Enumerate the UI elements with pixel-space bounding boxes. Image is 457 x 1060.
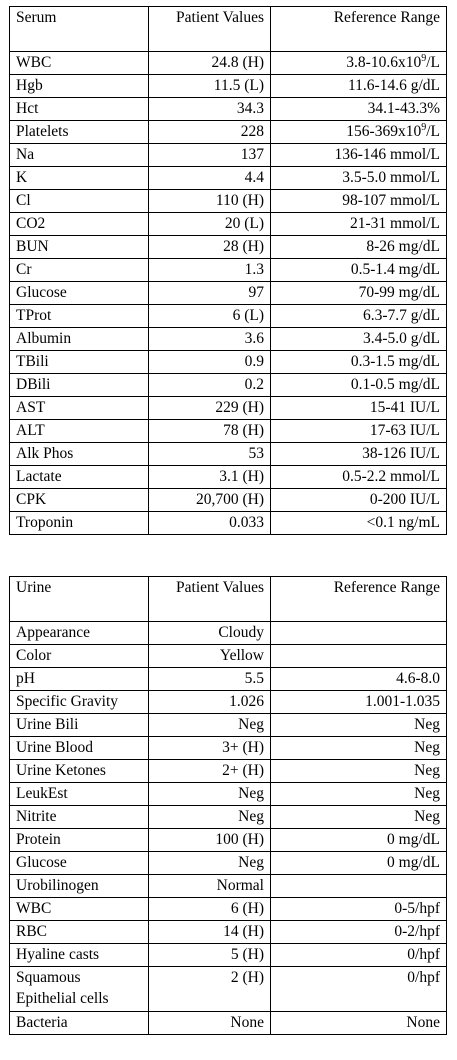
serum-patient-value: 78 (H): [149, 420, 271, 443]
serum-reference-range: [271, 52, 447, 75]
serum-test-name: Hct: [10, 98, 149, 121]
serum-row-alt: [10, 420, 447, 443]
urine-test-name: Nitrite: [10, 806, 149, 829]
urine-reference-range: [271, 875, 447, 898]
serum-row-hgb: [10, 75, 447, 98]
serum-reference-range: 0-200 IU/L: [271, 489, 447, 512]
serum-patient-value: 0.9: [149, 351, 271, 374]
serum-row-bun: [10, 236, 447, 259]
urine-row-protein: [10, 829, 447, 852]
urine-row-urine-bili: [10, 714, 447, 737]
serum-row-cpk: [10, 489, 447, 512]
serum-test-name: CPK: [10, 489, 149, 512]
serum-test-name: Alk Phos: [10, 443, 149, 466]
urine-patient-value: 5.5: [149, 668, 271, 691]
urine-reference-range: 0 mg/dL: [271, 829, 447, 852]
serum-patient-value: 11.5 (L): [149, 75, 271, 98]
urine-reference-range: 0-5/hpf: [271, 898, 447, 921]
urine-test-name: Squamous Epithelial cells: [10, 967, 149, 1012]
serum-test-name: CO2: [10, 213, 149, 236]
serum-row-glucose: [10, 282, 447, 305]
urine-patient-value: 5 (H): [149, 944, 271, 967]
serum-reference-range: 17-63 IU/L: [271, 420, 447, 443]
urine-test-name: Specific Gravity: [10, 691, 149, 714]
serum-patient-value: 228: [149, 121, 271, 144]
serum-row-tbili: [10, 351, 447, 374]
urine-patient-value: 2 (H): [149, 967, 271, 1012]
urine-patient-value: Cloudy: [149, 622, 271, 645]
serum-row-cl: [10, 190, 447, 213]
serum-patient-value: 20 (L): [149, 213, 271, 236]
serum-row-hct: [10, 98, 447, 121]
serum-row-dbili: [10, 374, 447, 397]
serum-table: [9, 6, 447, 535]
urine-row-specific-gravity: [10, 691, 447, 714]
serum-patient-value: 53: [149, 443, 271, 466]
serum-reference-range: 70-99 mg/dL: [271, 282, 447, 305]
urine-test-name: RBC: [10, 921, 149, 944]
serum-reference-range: 136-146 mmol/L: [271, 144, 447, 167]
serum-patient-value: 229 (H): [149, 397, 271, 420]
urine-patient-value: Yellow: [149, 645, 271, 668]
urine-reference-range: 0/hpf: [271, 944, 447, 967]
urine-test-name: Appearance: [10, 622, 149, 645]
urine-test-name: Urobilinogen: [10, 875, 149, 898]
serum-test-name: TBili: [10, 351, 149, 374]
serum-patient-value: 3.1 (H): [149, 466, 271, 489]
urine-header-reference-range: Reference Range: [271, 577, 447, 622]
urine-reference-range: Neg: [271, 806, 447, 829]
serum-patient-value: 4.4: [149, 167, 271, 190]
serum-reference-range: 6.3-7.7 g/dL: [271, 305, 447, 328]
serum-row-alk-phos: [10, 443, 447, 466]
urine-row-wbc: [10, 898, 447, 921]
serum-patient-value: 20,700 (H): [149, 489, 271, 512]
serum-row-na: [10, 144, 447, 167]
urine-test-name: Urine Blood: [10, 737, 149, 760]
serum-test-name: TProt: [10, 305, 149, 328]
serum-test-name: Lactate: [10, 466, 149, 489]
serum-row-albumin: [10, 328, 447, 351]
urine-row-rbc: [10, 921, 447, 944]
serum-patient-value: 24.8 (H): [149, 52, 271, 75]
urine-patient-value: 2+ (H): [149, 760, 271, 783]
urine-test-name: pH: [10, 668, 149, 691]
serum-reference-range: 3.4-5.0 g/dL: [271, 328, 447, 351]
urine-row-urine-ketones: [10, 760, 447, 783]
urine-patient-value: None: [149, 1012, 271, 1035]
serum-test-name: Albumin: [10, 328, 149, 351]
serum-header-patient-values: Patient Values: [149, 7, 271, 52]
serum-row-ast: [10, 397, 447, 420]
urine-patient-value: Neg: [149, 783, 271, 806]
serum-test-name: Cl: [10, 190, 149, 213]
urine-patient-value: Neg: [149, 806, 271, 829]
serum-reference-range: 15-41 IU/L: [271, 397, 447, 420]
serum-row-co2: [10, 213, 447, 236]
serum-row-troponin: [10, 512, 447, 535]
serum-reference-range: 0.3-1.5 mg/dL: [271, 351, 447, 374]
urine-patient-value: 100 (H): [149, 829, 271, 852]
serum-reference-range: 0.5-2.2 mmol/L: [271, 466, 447, 489]
serum-reference-range: 34.1-43.3%: [271, 98, 447, 121]
urine-header-test: Urine: [10, 577, 149, 622]
serum-reference-range: 98-107 mmol/L: [271, 190, 447, 213]
serum-test-name: AST: [10, 397, 149, 420]
range-exponent: 9: [421, 53, 427, 64]
urine-reference-range: Neg: [271, 737, 447, 760]
serum-reference-range: 11.6-14.6 g/dL: [271, 75, 447, 98]
urine-test-name: Color: [10, 645, 149, 668]
serum-test-name: WBC: [10, 52, 149, 75]
urine-row-urobilinogen: [10, 875, 447, 898]
urine-reference-range: 0/hpf: [271, 967, 447, 1012]
urine-row-leukest: [10, 783, 447, 806]
range-text: 156-369x10: [346, 123, 422, 140]
serum-header-test: Serum: [10, 7, 149, 52]
serum-patient-value: 0.2: [149, 374, 271, 397]
serum-row-wbc: [10, 52, 447, 75]
urine-header-row: [10, 577, 447, 622]
serum-patient-value: 137: [149, 144, 271, 167]
urine-reference-range: Neg: [271, 714, 447, 737]
serum-patient-value: 97: [149, 282, 271, 305]
urine-row-squamous-epithelial-cells: [10, 967, 447, 1012]
urine-test-name: Hyaline casts: [10, 944, 149, 967]
serum-reference-range: <0.1 ng/mL: [271, 512, 447, 535]
serum-reference-range: [271, 121, 447, 144]
range-unit: /L: [426, 123, 440, 140]
urine-test-name: LeukEst: [10, 783, 149, 806]
range-exponent: 9: [421, 122, 427, 133]
range-text: 3.8-10.6x10: [346, 54, 422, 71]
serum-patient-value: 3.6: [149, 328, 271, 351]
serum-test-name: Hgb: [10, 75, 149, 98]
serum-patient-value: 6 (L): [149, 305, 271, 328]
serum-test-name: DBili: [10, 374, 149, 397]
range-unit: /L: [426, 54, 440, 71]
urine-row-nitrite: [10, 806, 447, 829]
serum-patient-value: 0.033: [149, 512, 271, 535]
serum-patient-value: 28 (H): [149, 236, 271, 259]
urine-test-name: Urine Bili: [10, 714, 149, 737]
urine-row-glucose: [10, 852, 447, 875]
serum-test-name: Cr: [10, 259, 149, 282]
urine-row-urine-blood: [10, 737, 447, 760]
serum-row-tprot: [10, 305, 447, 328]
serum-test-name: Na: [10, 144, 149, 167]
serum-test-name: ALT: [10, 420, 149, 443]
urine-patient-value: Neg: [149, 852, 271, 875]
urine-test-name: Bacteria: [10, 1012, 149, 1035]
serum-row-k: [10, 167, 447, 190]
serum-row-platelets: [10, 121, 447, 144]
urine-reference-range: 0-2/hpf: [271, 921, 447, 944]
serum-patient-value: 1.3: [149, 259, 271, 282]
serum-row-lactate: [10, 466, 447, 489]
serum-reference-range: 0.5-1.4 mg/dL: [271, 259, 447, 282]
serum-test-name: BUN: [10, 236, 149, 259]
urine-row-ph: [10, 668, 447, 691]
serum-header-row: [10, 7, 447, 52]
serum-test-name: K: [10, 167, 149, 190]
serum-test-name: Platelets: [10, 121, 149, 144]
urine-patient-value: Normal: [149, 875, 271, 898]
serum-reference-range: 0.1-0.5 mg/dL: [271, 374, 447, 397]
serum-test-name: Troponin: [10, 512, 149, 535]
urine-row-hyaline-casts: [10, 944, 447, 967]
urine-reference-range: 0 mg/dL: [271, 852, 447, 875]
urine-reference-range: [271, 622, 447, 645]
serum-reference-range: 8-26 mg/dL: [271, 236, 447, 259]
urine-reference-range: 4.6-8.0: [271, 668, 447, 691]
serum-reference-range: 3.5-5.0 mmol/L: [271, 167, 447, 190]
urine-row-bacteria: [10, 1012, 447, 1035]
urine-test-name: Glucose: [10, 852, 149, 875]
serum-reference-range: 38-126 IU/L: [271, 443, 447, 466]
urine-patient-value: 3+ (H): [149, 737, 271, 760]
urine-test-name: WBC: [10, 898, 149, 921]
urine-patient-value: 1.026: [149, 691, 271, 714]
serum-row-cr: [10, 259, 447, 282]
urine-header-patient-values: Patient Values: [149, 577, 271, 622]
urine-patient-value: Neg: [149, 714, 271, 737]
urine-reference-range: None: [271, 1012, 447, 1035]
urine-reference-range: Neg: [271, 760, 447, 783]
urine-reference-range: [271, 645, 447, 668]
urine-test-name: Urine Ketones: [10, 760, 149, 783]
urine-test-name: Protein: [10, 829, 149, 852]
urine-row-appearance: [10, 622, 447, 645]
urine-table: [9, 576, 447, 1035]
serum-header-reference-range: Reference Range: [271, 7, 447, 52]
urine-reference-range: Neg: [271, 783, 447, 806]
serum-reference-range: 21-31 mmol/L: [271, 213, 447, 236]
urine-patient-value: 6 (H): [149, 898, 271, 921]
serum-test-name: Glucose: [10, 282, 149, 305]
urine-row-color: [10, 645, 447, 668]
serum-patient-value: 110 (H): [149, 190, 271, 213]
serum-patient-value: 34.3: [149, 98, 271, 121]
urine-reference-range: 1.001-1.035: [271, 691, 447, 714]
urine-patient-value: 14 (H): [149, 921, 271, 944]
